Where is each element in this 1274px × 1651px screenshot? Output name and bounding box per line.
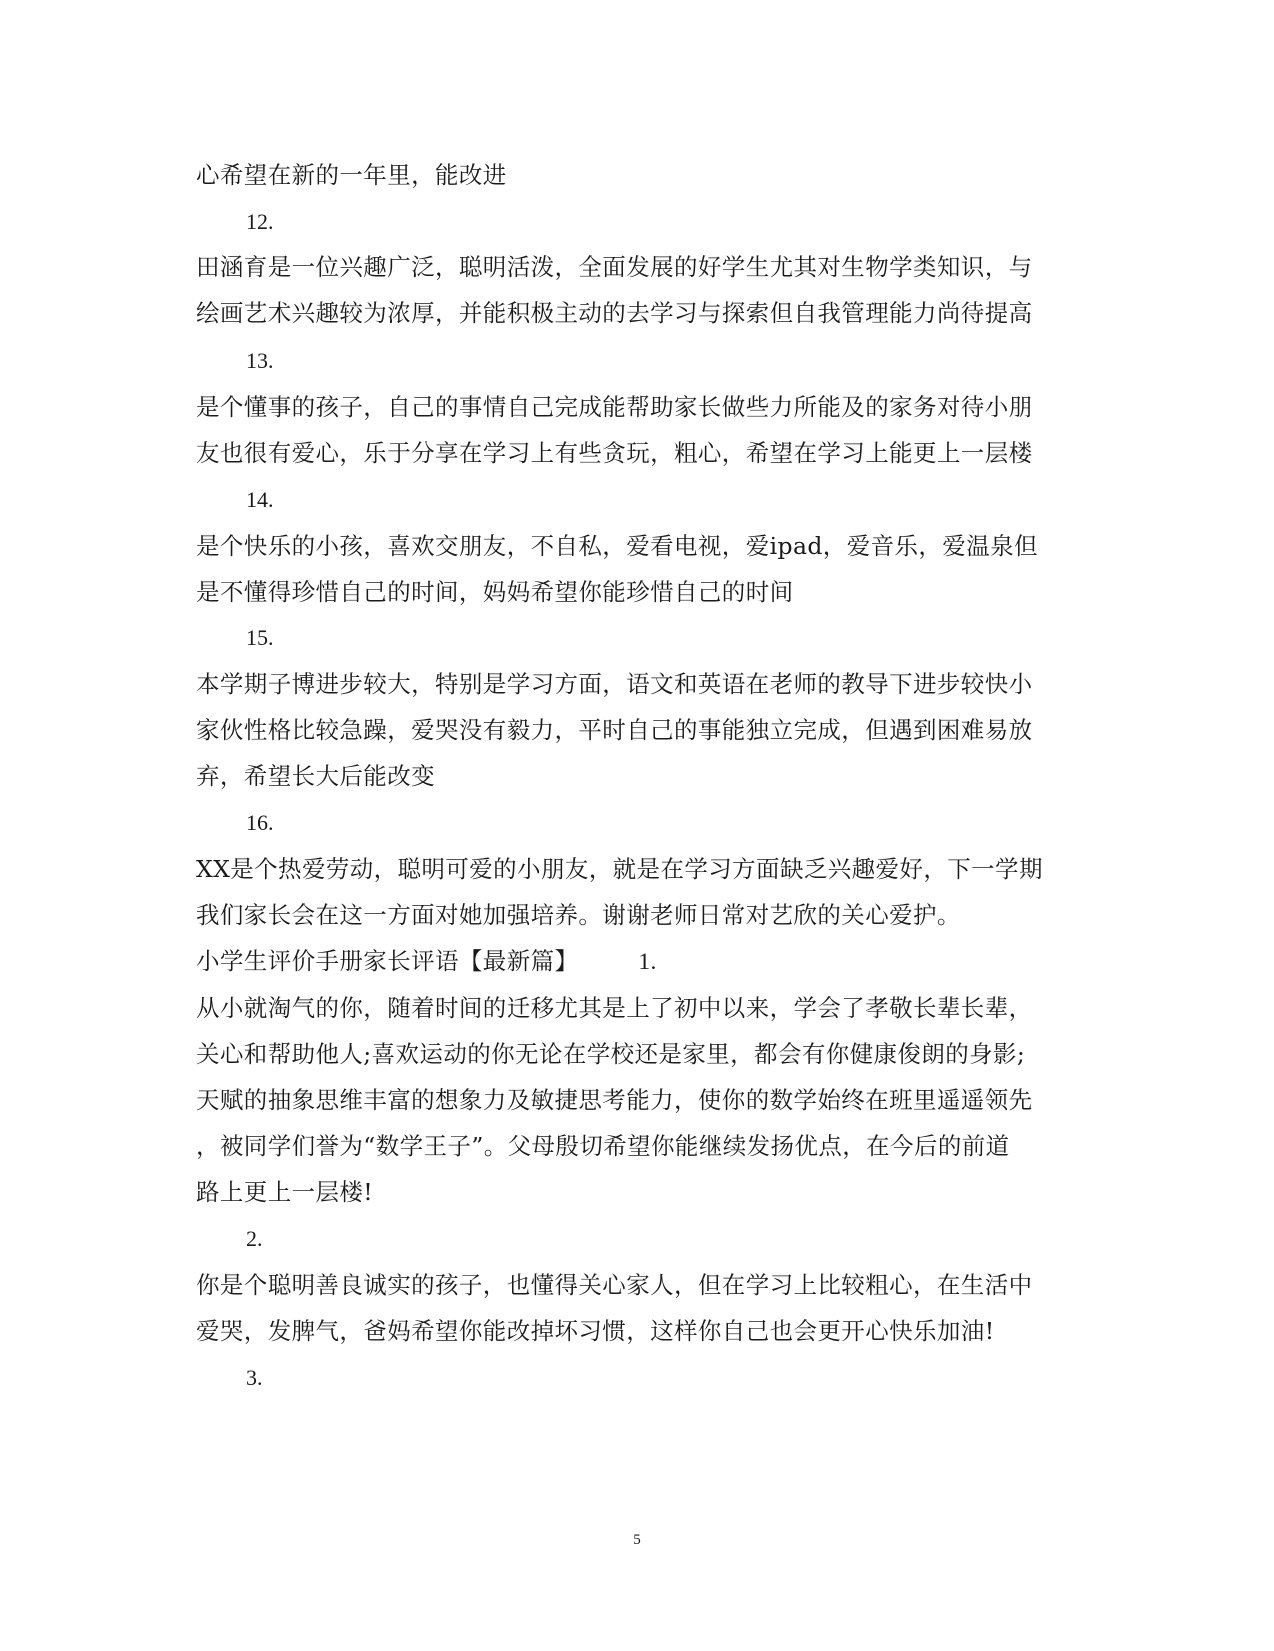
- text-line: 我们家长会在这一方面对她加强培养。谢谢老师日常对艺欣的关心爱护。: [196, 901, 961, 929]
- text-line: 田涵育是一位兴趣广泛，聪明活泼，全面发展的好学生尤其对生物学类知识，与: [196, 253, 1033, 281]
- item-number: 3.: [246, 1365, 263, 1390]
- text-line: 本学期子博进步较大，特别是学习方面，语文和英语在老师的教导下进步较快小: [196, 670, 1033, 698]
- item-number: 12.: [246, 209, 274, 234]
- text-line: 关心和帮助他人;喜欢运动的你无论在学校还是家里，都会有你健康俊朗的身影;: [196, 1040, 1026, 1068]
- text-line: 从小就淘气的你，随着时间的迁移尤其是上了初中以来，学会了孝敬长辈长辈，: [196, 994, 1033, 1022]
- text-line: 绘画艺术兴趣较为浓厚，并能积极主动的去学习与探索但自我管理能力尚待提高: [196, 299, 1033, 327]
- section-heading-line: [196, 946, 1076, 977]
- item-number: 2.: [246, 1226, 263, 1251]
- text-line: 是个快乐的小孩，喜欢交朋友，不自私，爱看电视，爱ipad，爱音乐，爱温泉但: [196, 532, 1038, 560]
- item-number: 13.: [246, 348, 274, 373]
- item-number: 16.: [246, 810, 274, 835]
- text-line: 心希望在新的一年里，能改进: [196, 161, 507, 189]
- item-number: 1.: [638, 949, 657, 975]
- text-line: 你是个聪明善良诚实的孩子，也懂得关心家人，但在学习上比较粗心，在生活中: [196, 1271, 1033, 1299]
- text-line: 路上更上一层楼!: [196, 1178, 374, 1206]
- text-line: 友也很有爱心，乐于分享在学习上有些贪玩，粗心，希望在学习上能更上一层楼: [196, 439, 1033, 467]
- text-line: 爱哭，发脾气，爸妈希望你能改掉坏习惯，这样你自己也会更开心快乐加油!: [196, 1317, 995, 1345]
- text-line: 是不懂得珍惜自己的时间，妈妈希望你能珍惜自己的时间: [196, 578, 794, 606]
- text-line: 是个懂事的孩子，自己的事情自己完成能帮助家长做些力所能及的家务对待小朋: [196, 393, 1033, 421]
- text-line: ，被同学们誉为“数学王子”。父母殷切希望你能继续发扬优点，在今后的前道: [196, 1132, 1010, 1160]
- text-line: 家伙性格比较急躁，爱哭没有毅力，平时自己的事能独立完成，但遇到困难易放: [196, 716, 1033, 744]
- text-line: 天赋的抽象思维丰富的想象力及敏捷思考能力，使你的数学始终在班里遥遥领先: [196, 1086, 1033, 1114]
- item-number: 15.: [246, 625, 274, 650]
- text-line: 弃，希望长大后能改变: [196, 762, 435, 790]
- page-number: 5: [633, 1532, 641, 1548]
- section-heading: 小学生评价手册家长评语【最新篇】: [196, 947, 579, 975]
- item-number: 14.: [246, 487, 274, 512]
- text-line: XX是个热爱劳动，聪明可爱的小朋友，就是在学习方面缺乏兴趣爱好，下一学期: [196, 855, 1043, 883]
